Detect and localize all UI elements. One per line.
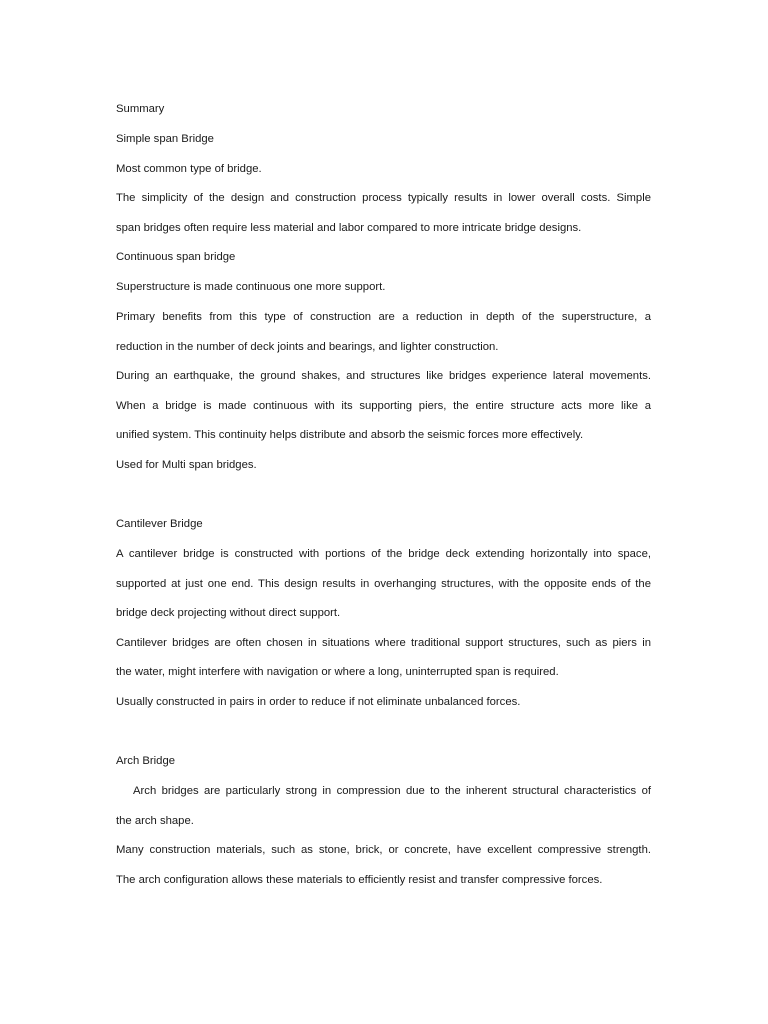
- cantilever-paragraph-1-line-2: supported at just one end. This design results in overhanging structures, with the opposite ends of the: [116, 578, 651, 590]
- simple-span-paragraph-1: Most common type of bridge.: [116, 163, 262, 175]
- cantilever-paragraph-1-line-3: bridge deck projecting without direct support.: [116, 607, 341, 619]
- cantilever-heading: Cantilever Bridge: [116, 518, 203, 530]
- continuous-span-paragraph-2-line-2: reduction in the number of deck joints and bearings, and lighter construction.: [116, 341, 499, 353]
- cantilever-paragraph-2-line-1: Cantilever bridges are often chosen in situations where traditional support structures, such as piers in: [116, 637, 651, 649]
- continuous-span-paragraph-4: Used for Multi span bridges.: [116, 459, 257, 471]
- simple-span-paragraph-2-line-2: span bridges often require less material and labor compared to more intricate bridge designs.: [116, 222, 582, 234]
- cantilever-paragraph-1-line-1: A cantilever bridge is constructed with portions of the bridge deck extending horizontally into space,: [116, 548, 651, 560]
- simple-span-paragraph-2-line-1: The simplicity of the design and construction process typically results in lower overall costs. Simple: [116, 192, 651, 204]
- arch-paragraph-1-line-1: Arch bridges are particularly strong in compression due to the inherent structural characteristics of: [133, 785, 651, 797]
- arch-paragraph-2-line-1: Many construction materials, such as stone, brick, or concrete, have excellent compressive strength.: [116, 844, 651, 856]
- continuous-span-paragraph-1: Superstructure is made continuous one more support.: [116, 281, 386, 293]
- cantilever-paragraph-3: Usually constructed in pairs in order to reduce if not eliminate unbalanced forces.: [116, 696, 521, 708]
- continuous-span-paragraph-2-line-1: Primary benefits from this type of construction are a reduction in depth of the superstructure, a: [116, 311, 651, 323]
- continuous-span-heading: Continuous span bridge: [116, 251, 236, 263]
- continuous-span-paragraph-3-line-2: When a bridge is made continuous with its supporting piers, the entire structure acts more like a: [116, 400, 651, 412]
- summary-heading: Summary: [116, 103, 165, 115]
- arch-paragraph-1-line-2: the arch shape.: [116, 815, 194, 827]
- continuous-span-paragraph-3-line-1: During an earthquake, the ground shakes, and structures like bridges experience lateral movements.: [116, 370, 651, 382]
- arch-paragraph-2-line-2: The arch configuration allows these materials to efficiently resist and transfer compressive forces.: [116, 874, 603, 886]
- continuous-span-paragraph-3-line-3: unified system. This continuity helps distribute and absorb the seismic forces more effectively.: [116, 429, 584, 441]
- simple-span-heading: Simple span Bridge: [116, 133, 214, 145]
- cantilever-paragraph-2-line-2: the water, might interfere with navigation or where a long, uninterrupted span is required.: [116, 666, 559, 678]
- arch-heading: Arch Bridge: [116, 755, 176, 767]
